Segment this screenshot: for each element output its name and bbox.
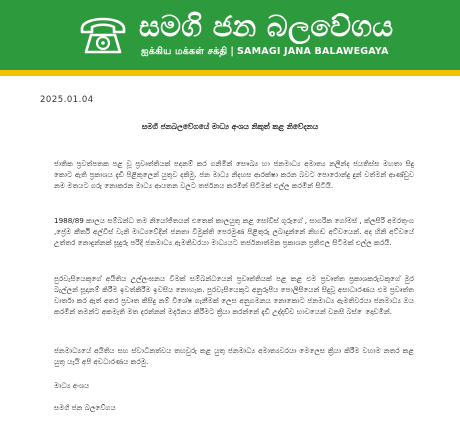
closing-org: සමගි ජන බලවේගය [54,403,116,412]
telephone-icon [78,10,128,56]
paragraph-3: පුරවැසියෙකුගේ අයිතිය උල්ලංඝනය වීමක් සම්බන්ධයෙන් ප්‍රවෘත්තියක් පළ කළ එම ප්‍රවෘත්ත ප්‍රකාශකරුවකුගේ මුර බැල්ලන් සූදානම් කිරීම ඉවත්කිරීම ඉවසිය නොහැක. පුරවැසියෙකුට අනුරූපීය පොලිසියෙන් සිදුවූ අසාධාරණය එම ප්‍රවෘත්ත වාර්තා කර ඇත් අතර ප්‍රවෘත කිසිදු නම් විශේෂ ගැනීමක් ලෙස අනුගමනය නොකොට ජනමාධ්‍ය ඇමතිවරයා ජනමාධ්‍ය ඔය කරමින් තමන්ට අකමැති මත දරන්නන් මර්දනය කිරීමට ක්‍රියා කරන්නේ දැඩි උද්දච්ච භාවයෙන් වනසි බස් ‍ෙදොඩමින්. [54,274,414,316]
document-heading: සමගි ජනබලවේගයේ මාධ්‍ය අංශය නිකුත් කළ නිවේදනය [141,122,319,131]
paragraph-4: ජනමාධ්‍යයේ අයිතිය සහ ස්වාධීනත්වය තහවුරු කළ යුතු ජනමාධ්‍ය අමාත්‍යවරයා මෙලෙස ක්‍රියා කිරීම වහාම නතර කළ යුතු යැයි අපි අවධාරණය කරමු. [54,346,414,366]
document-date: 2025.01.04 [40,95,94,105]
header-banner [0,0,460,70]
header-stripe [0,70,460,76]
subtitle-separator: | [230,46,235,57]
org-title: සමගි ජන බලවේගය [139,9,394,43]
closing-department: මාධ්‍ය අංශය [54,381,90,390]
org-subtitle [141,45,389,59]
org-subtitle-tamil: ஐக்கிய மக்கள் சக்தி [141,46,228,57]
paragraph-2: 1988/89 කාලය සම්බන්ධ තම නියෝජිතයන් එතෙක් කාලයුතු කළ සෝවිස් ගුරුගේ , සාගරික ගෝමස් , ක්ලසිරි අමරතුංග ,ප්‍රේම කීර්ති අල්විස් වැනි මාධ්‍යවේදීන් ජනතා විමුක්ති පෙරමුණ පිළිතුරු ලබාදුන්නේ නිහඬ අට්වයෙන්. අද හිනි අට්වයේ උත්තර නොදුන්නක් සූදුරු පරිදි ජනමාධ්‍ය ඇමතිවරයා මාධ්‍යයට තර්ජනාත්මක ප්‍රකාශන ප්‍රතිඵල සිටීමක් එල්ල කරයි. [54,216,414,247]
paragraph-1: ජාතික ප්‍රවත්පතක පළ වූ ප්‍රවෘත්තියක් පදනම් කර ගනිමින් සෞඛ්‍ය හා ජනමාධ්‍ය අමාත්‍ය නලින්ද ජයතිස්ස මහතා සිදු කොට ඇති ප්‍රකාශය දැඩි පිළිකුලෙන් යුතුව දකිමු. ජන මාධ්‍ය නිදහස ආරක්ෂා කරන බවට පොරොන්දු දුන් වත්මන් ආණ්ඩුව නම මතයට ගරු නොකරන මාධ්‍ය ආයතන වලට තර්ජනය කරමින් සිටීමක් එල්ල කරමින් සිටියි. [54,159,414,190]
org-subtitle-english: SAMAGI JANA BALAWEGAYA [237,46,389,57]
